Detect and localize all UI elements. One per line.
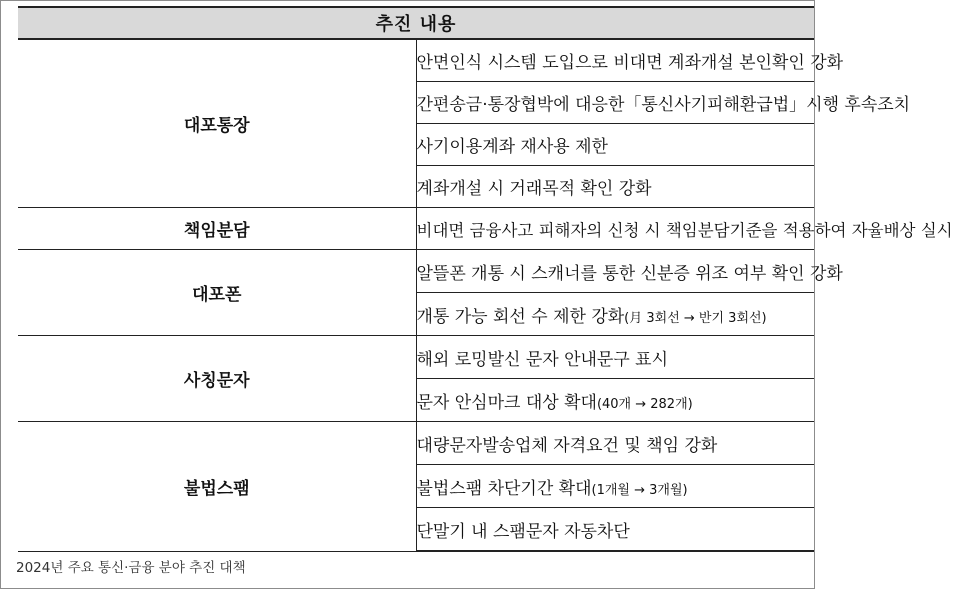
item-cell — [416, 293, 814, 336]
item-note: (月 3회선 → 반기 3회선) — [624, 310, 767, 326]
table-row — [18, 422, 814, 465]
item-text: 알뜰폰 개통 시 스캐너를 통한 신분증 위조 여부 확인 강화 — [416, 263, 843, 284]
item-cell — [416, 379, 814, 422]
item-cell — [416, 166, 814, 208]
item-cell — [416, 508, 814, 552]
item-cell — [416, 465, 814, 508]
item-cell — [416, 208, 953, 250]
policy-table — [18, 6, 953, 552]
table-row — [18, 39, 814, 82]
item-text: 불법스팸 차단기간 확대 — [416, 478, 592, 499]
item-text: 개통 가능 회선 수 제한 강화 — [416, 306, 625, 327]
table-row — [18, 250, 814, 293]
item-text: 대량문자발송업체 자격요건 및 책임 강화 — [416, 435, 718, 456]
item-note: (1개월 → 3개월) — [591, 482, 688, 498]
item-cell — [416, 422, 814, 465]
item-text: 계좌개설 시 거래목적 확인 강화 — [416, 179, 652, 199]
category-cell: 사칭문자 — [18, 336, 416, 422]
item-text: 사기이용계좌 재사용 제한 — [416, 137, 608, 157]
figure-caption: 2024년 주요 통신·금융 분야 추진 대책 — [16, 560, 246, 576]
item-cell — [416, 250, 843, 293]
item-cell — [416, 336, 814, 379]
item-text: 안면인식 시스템 도입으로 비대면 계좌개설 본인확인 강화 — [416, 53, 844, 73]
table-row — [18, 208, 814, 250]
item-note: (40개 → 282개) — [596, 396, 693, 412]
table-header: 추진 내용 — [18, 7, 814, 39]
item-text: 간편송금·통장협박에 대응한「통신사기피해환급법」시행 후속조치 — [416, 95, 911, 115]
item-text: 해외 로밍발신 문자 안내문구 표시 — [416, 349, 669, 370]
item-text: 단말기 내 스팸문자 자동차단 — [416, 521, 630, 542]
category-cell: 책임분담 — [18, 208, 416, 250]
table-header-row — [18, 7, 814, 39]
category-cell: 대포폰 — [18, 250, 416, 336]
item-text: 문자 안심마크 대상 확대 — [416, 392, 597, 413]
category-cell: 대포통장 — [18, 39, 416, 208]
item-text: 비대면 금융사고 피해자의 신청 시 책임분담기준을 적용하여 자율배상 실시 — [416, 220, 953, 240]
table-row — [18, 336, 814, 379]
item-cell — [416, 124, 814, 166]
item-cell — [416, 82, 911, 124]
item-cell — [416, 39, 844, 82]
category-cell: 불법스팸 — [18, 422, 416, 552]
